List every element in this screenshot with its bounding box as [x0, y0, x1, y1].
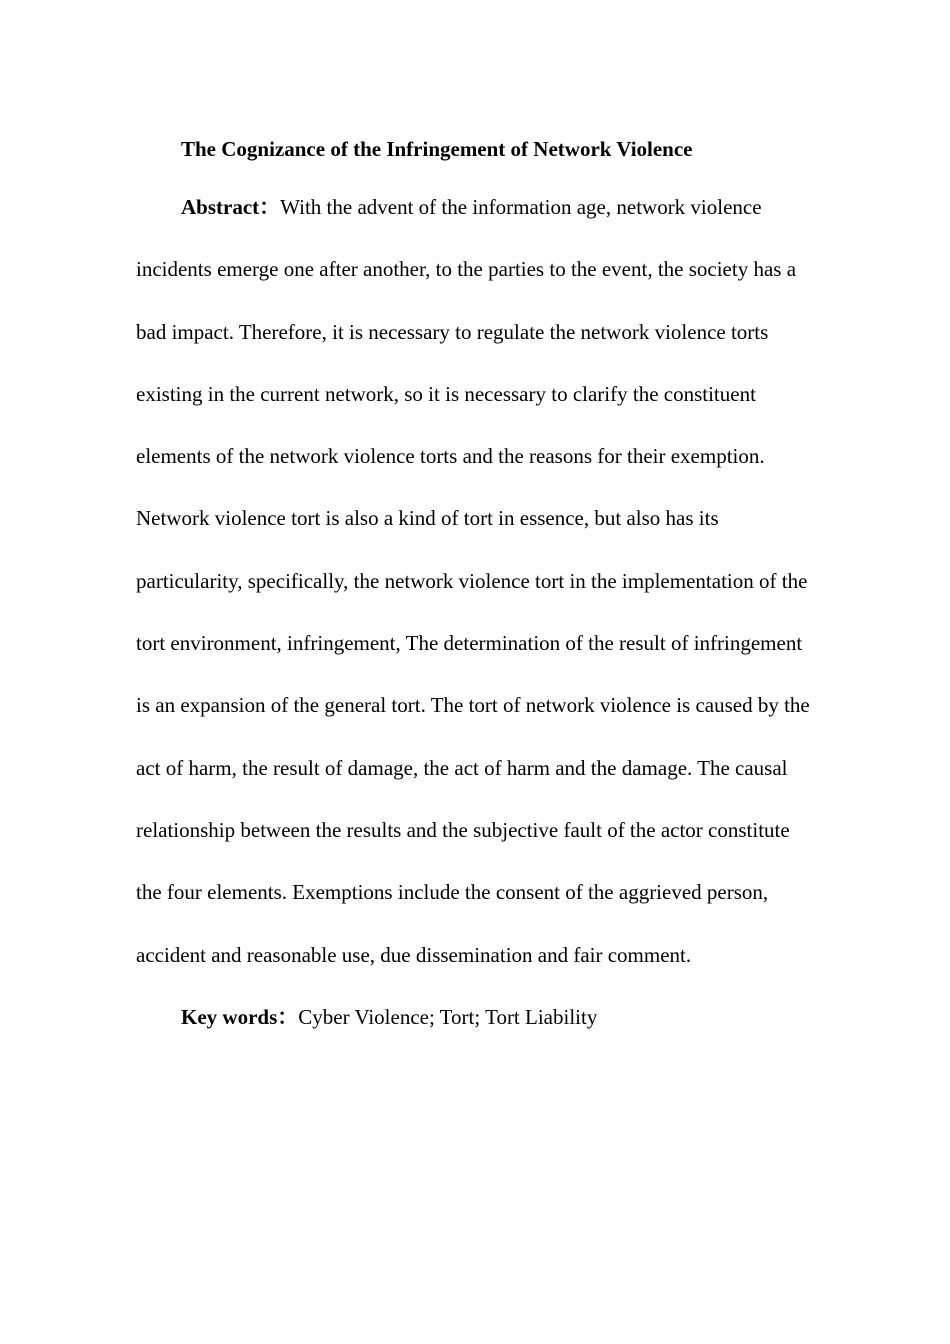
document-content — [136, 132, 856, 1048]
abstract-line: the four elements. Exemptions include the consent of the aggrieved person, — [136, 880, 769, 905]
abstract-line: relationship between the results and the subjective fault of the actor constitute — [136, 817, 790, 842]
abstract-line: is an expansion of the general tort. The tort of network violence is caused by the — [136, 693, 810, 718]
abstract-line: particularity, specifically, the network violence tort in the implementation of the — [136, 568, 808, 593]
abstract-label: Abstract： — [181, 195, 281, 219]
keywords-label: Key words： — [181, 1004, 299, 1029]
keywords-text: Cyber Violence; Tort; Tort Liability — [298, 1004, 598, 1029]
abstract-line: act of harm, the result of damage, the act of harm and the damage. The causal — [136, 755, 788, 780]
abstract-line: incidents emerge one after another, to the parties to the event, the society has a — [136, 257, 797, 282]
abstract-line: accident and reasonable use, due dissemination and fair comment. — [136, 942, 692, 967]
abstract-paragraph — [136, 176, 856, 986]
abstract-line: tort environment, infringement, The determination of the result of infringement — [136, 631, 803, 656]
abstract-line: Network violence tort is also a kind of tort in essence, but also has its — [136, 506, 719, 531]
abstract-line: existing in the current network, so it is necessary to clarify the constituent — [136, 381, 756, 406]
abstract-line: elements of the network violence torts and the reasons for their exemption. — [136, 444, 765, 469]
document-title: The Cognizance of the Infringement of Network Violence — [181, 137, 693, 161]
abstract-line: With the advent of the information age, network violence — [280, 195, 762, 219]
keywords-paragraph — [136, 986, 856, 1048]
abstract-line: bad impact. Therefore, it is necessary to regulate the network violence torts — [136, 319, 769, 344]
